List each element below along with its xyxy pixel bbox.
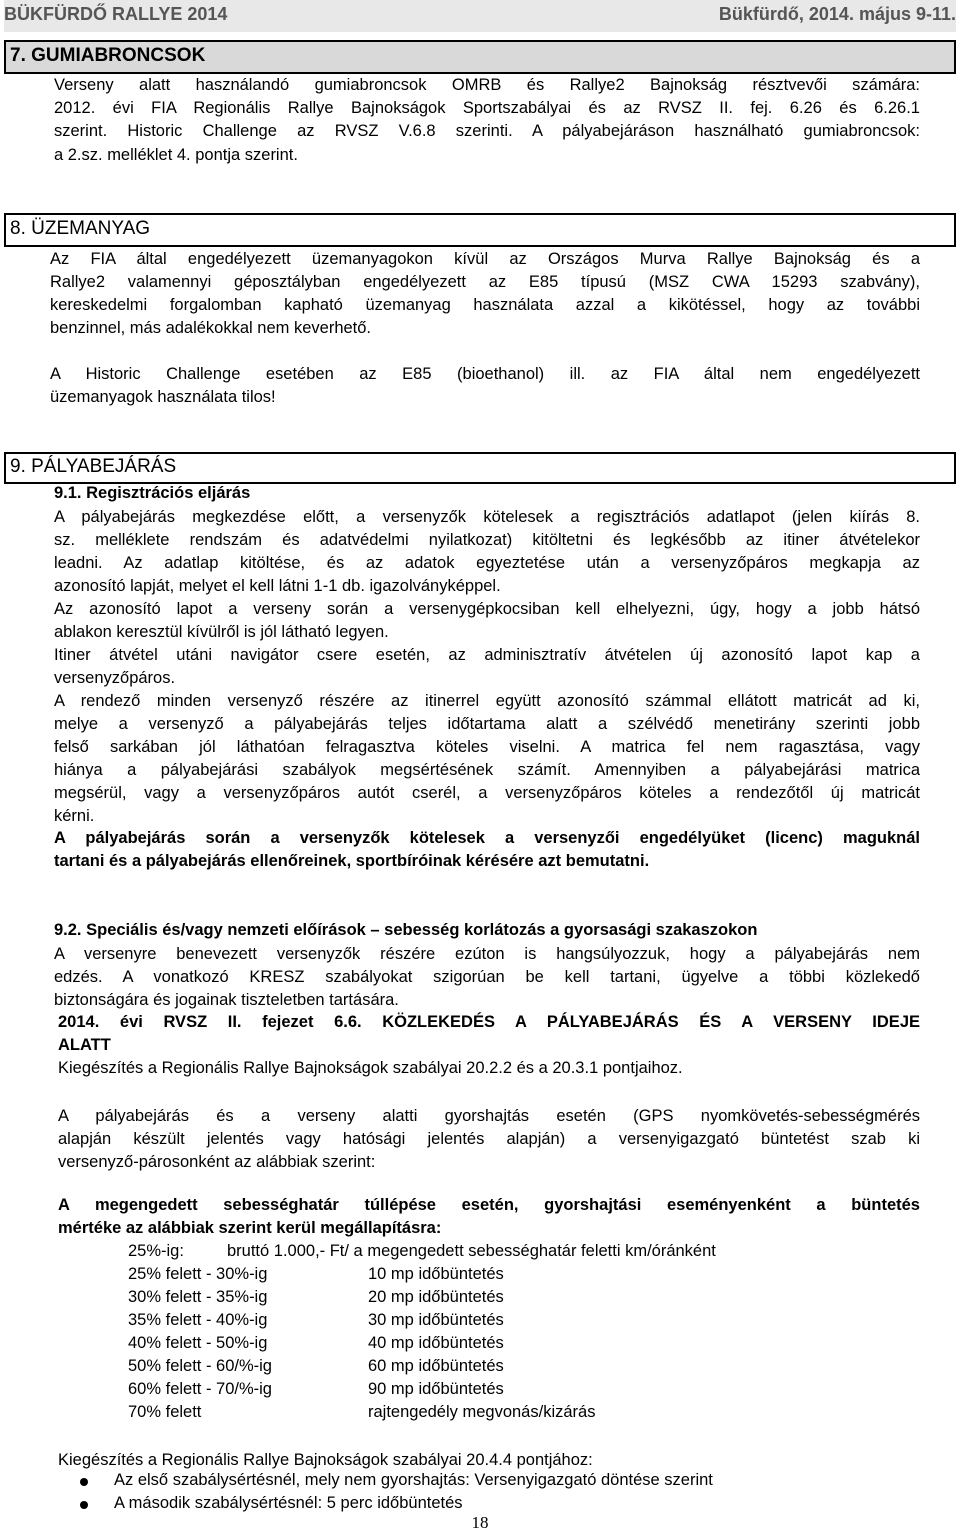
section-7-line: szerint. Historic Challenge az RVSZ V.6.8 szerinti. A pályabejáráson használható gumiabroncsok: [54, 122, 920, 140]
subsection-9-2-line: A versenyre benevezett versenyzők részére ezúton is hangsúlyozzuk, hogy a pályabejárás nem [54, 945, 920, 963]
penalty-range: 40% felett - 50%-ig [128, 1334, 268, 1352]
speeding-paragraph-line: versenyző-párosonként az alábbiak szerint: [58, 1153, 376, 1171]
section-8-line: benzinnel, más adalékokkal nem keverhető. [50, 319, 372, 337]
subsection-9-1-line: azonosító lapját, melyet el kell látni 1-1 db. igazolványképpel. [54, 577, 501, 595]
section-7-line: a 2.sz. melléklet 4. pontja szerint. [54, 146, 298, 164]
bullet-text: Az első szabálysértésnél, mely nem gyorshajtás: Versenyigazgató döntése szerint [114, 1471, 713, 1489]
supplement-2-line: Kiegészítés a Regionális Rallye Bajnokságok szabályai 20.4.4 pontjához: [58, 1451, 593, 1469]
subsection-9-1-line: megsérül, vagy a versenyzőpáros autót cserél, a versenyzőpáros köteles a rendezőtől új matricát [54, 784, 920, 802]
penalty-range: 35% felett - 40%-ig [128, 1311, 268, 1329]
penalty-value: bruttó 1.000,- Ft/ a megengedett sebességhatár feletti km/óránként [227, 1242, 716, 1260]
header-left: BÜKFÜRDŐ RALLYE 2014 [4, 4, 228, 24]
bullet-text: A második szabálysértésnél: 5 perc időbüntetés [114, 1494, 463, 1512]
page-number: 18 [471, 1513, 489, 1532]
subsection-9-1-line: ablakon keresztül kívülről is jól látható legyen. [54, 623, 389, 641]
section-7-line: Verseny alatt használandó gumiabroncsok OMRB és Rallye2 Bajnokság résztvevői számára: [54, 76, 920, 94]
penalty-range: 70% felett [128, 1403, 202, 1421]
penalty-value: rajtengedély megvonás/kizárás [368, 1403, 596, 1421]
subsection-9-2-line: biztonságára és jogainak tiszteletben tartására. [54, 991, 399, 1009]
subsection-9-2-title: 9.2. Speciális és/vagy nemzeti előírások – sebesség korlátozás a gyorsasági szakaszokon [54, 921, 758, 939]
penalty-value: 30 mp időbüntetés [368, 1311, 504, 1329]
penalty-value: 10 mp időbüntetés [368, 1265, 504, 1283]
subsection-9-1-line: melye a versenyző a pályabejárás teljes időtartama alatt a szélvédő menetirány szerinti jobb [54, 715, 920, 733]
subsection-9-1-bold-line: A pályabejárás során a versenyzők kötelesek a versenyzői engedélyüket (licenc) maguknál [54, 829, 920, 847]
penalty-intro-line: mértéke az alábbiak szerint kerül megállapításra: [58, 1219, 442, 1237]
section-8-line: üzemanyagok használata tilos! [50, 388, 276, 406]
subsection-9-1-bold-line: tartani és a pályabejárás ellenőreinek, sportbíróinak kérésére azt bemutatni. [54, 852, 650, 870]
section-8-line: A Historic Challenge esetében az E85 (bioethanol) ill. az FIA által nem engedélyezett [50, 365, 920, 383]
subsection-9-1-line: hiánya a pályabejárási szabályok megsértésének számít. Amennyiben a pályabejárási matrica [54, 761, 920, 779]
penalty-value: 90 mp időbüntetés [368, 1380, 504, 1398]
section-8-title: 8. ÜZEMANYAG [10, 218, 151, 239]
penalty-range: 25% felett - 30%-ig [128, 1265, 268, 1283]
subsection-9-1-line: sz. melléklete rendszám és adatvédelmi nyilatkozat) kitöltetni és legkésőbb az itiner átvételekor [54, 531, 920, 549]
subsection-9-1-line: Az azonosító lapot a verseny során a versenygépkocsiban kell elhelyezni, úgy, hogy a jobb hátsó [54, 600, 920, 618]
speeding-paragraph-line: A pályabejárás és a verseny alatti gyorshajtás esetén (GPS nyomkövetés-sebességmérés [58, 1107, 920, 1125]
section-7-line: 2012. évi FIA Regionális Rallye Bajnokságok Sportszabályai és az RVSZ II. fej. 6.26 és 6.26.1 [54, 99, 920, 117]
penalty-value: 40 mp időbüntetés [368, 1334, 504, 1352]
subsection-9-1-line: versenyzőpáros. [54, 669, 176, 687]
penalty-range: 60% felett - 70/%-ig [128, 1380, 272, 1398]
supplement-line: Kiegészítés a Regionális Rallye Bajnokságok szabályai 20.2.2 és a 20.3.1 pontjaihoz. [58, 1059, 683, 1077]
section-8-line: Rallye2 valamennyi géposztályban engedélyezett az E85 típusú (MSZ CWA 15293 szabvány), [50, 273, 920, 291]
penalty-range: 30% felett - 35%-ig [128, 1288, 268, 1306]
penalty-value: 20 mp időbüntetés [368, 1288, 504, 1306]
bullet-dot-icon [80, 1478, 88, 1486]
subsection-9-1-title: 9.1. Regisztrációs eljárás [54, 484, 251, 502]
section-7-title: 7. GUMIABRONCSOK [10, 45, 206, 66]
rvsz-heading-line: 2014. évi RVSZ II. fejezet 6.6. KÖZLEKEDÉS A PÁLYABEJÁRÁS ÉS A VERSENY IDEJE [58, 1013, 920, 1031]
penalty-range: 50% felett - 60/%-ig [128, 1357, 272, 1375]
penalty-value: 60 mp időbüntetés [368, 1357, 504, 1375]
speeding-paragraph-line: alapján készült jelentés vagy hatósági jelentés alapján) a versenyigazgató büntetést szab ki [58, 1130, 920, 1148]
subsection-9-1-line: felső sarkában jól láthatóan felragasztva köteles viselni. A matrica fel nem ragasztása, vagy [54, 738, 920, 756]
bullet-dot-icon [80, 1501, 88, 1509]
penalty-range: 25%-ig: [128, 1242, 184, 1260]
penalty-intro-line: A megengedett sebességhatár túllépése esetén, gyorshajtási eseményenként a büntetés [58, 1196, 920, 1214]
header-right: Bükfürdő, 2014. május 9-11. [718, 4, 956, 24]
subsection-9-1-line: leadni. Az adatlap kitöltése, és az adatok egyeztetése után a versenyzőpáros megkapja az [54, 554, 920, 572]
subsection-9-2-line: edzés. A vonatkozó KRESZ szabályokat szigorúan be kell tartani, ügyelve a többi közlekedő [54, 968, 920, 986]
rvsz-heading-line: ALATT [58, 1036, 111, 1054]
page-header [4, 0, 956, 32]
section-8-line: kereskedelmi forgalomban kapható üzemanyag használata azzal a kikötéssel, hogy az további [50, 296, 920, 314]
subsection-9-1-line: Itiner átvétel utáni navigátor csere esetén, az adminisztratív átvételen új azonosító lapot kap a [54, 646, 920, 664]
subsection-9-1-line: A rendező minden versenyző részére az itinerrel együtt azonosító számmal ellátott matricát ad ki, [54, 692, 920, 710]
section-9-title: 9. PÁLYABEJÁRÁS [10, 456, 177, 477]
subsection-9-1-line: kérni. [54, 807, 95, 825]
section-8-line: Az FIA által engedélyezett üzemanyagokon kívül az Országos Murva Rallye Bajnokság és a [50, 250, 920, 268]
subsection-9-1-line: A pályabejárás megkezdése előtt, a versenyzők kötelesek a regisztrációs adatlapot (jelen kiírás 8. [54, 508, 920, 526]
